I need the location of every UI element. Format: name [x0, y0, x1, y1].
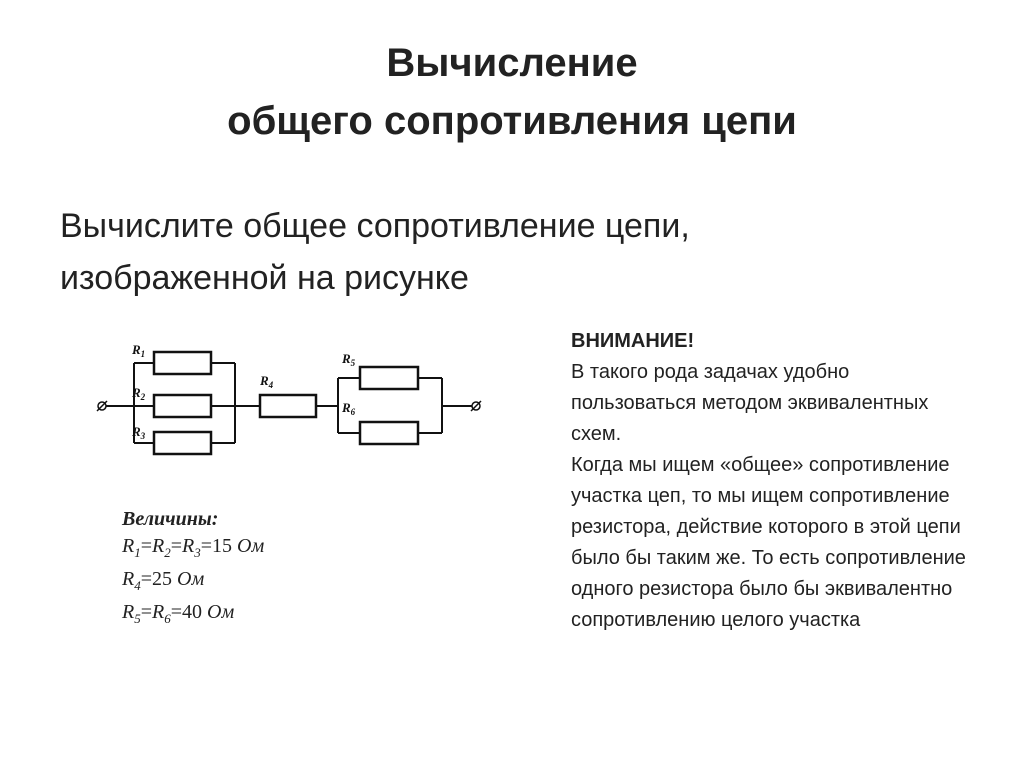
note-paragraph-2: Когда мы ищем «общее» сопротивление участка цеп, то мы ищем сопротивление резистора, действие которого в этой цепи было бы таким же. То есть сопротивление одного резистора было бы эквивалентно сопротивлению целого участка [571, 454, 966, 631]
page-title [0, 34, 1024, 150]
values-heading: Величины: [122, 508, 219, 530]
resistor-r3 [154, 432, 211, 454]
label-r4: $R_4$ [260, 373, 274, 390]
task-text [60, 200, 960, 304]
label-r6: $R_6$ [342, 400, 356, 417]
values-line-3: $R_5=R_6=40$ Ом [122, 601, 235, 626]
values-line-1: $R_1=R_2=R_3=15$ Ом [122, 535, 265, 560]
input-terminal [97, 401, 107, 411]
label-r5: $R_5$ [342, 351, 356, 368]
title-line-2: общего сопротивления цепи [227, 99, 797, 143]
resistor-r2 [154, 395, 211, 417]
note-heading: ВНИМАНИЕ! [571, 330, 695, 352]
label-r2: $R_2$ [132, 385, 146, 402]
resistor-r1 [154, 352, 211, 374]
title-line-1: Вычисление [386, 41, 638, 85]
output-terminal [471, 401, 481, 411]
task-line-1: Вычислите общее сопротивление цепи, [60, 207, 690, 245]
label-r3: $R_3$ [132, 424, 146, 441]
resistor-r4 [260, 395, 316, 417]
resistor-r5 [360, 367, 418, 389]
values-line-2: $R_4=25$ Ом [122, 568, 205, 593]
note-paragraph-1: В такого рода задачах удобно пользоваться методом эквивалентных схем. [571, 361, 929, 445]
attention-note [571, 326, 971, 636]
task-line-2: изображенной на рисунке [60, 259, 469, 297]
values-block [122, 506, 264, 632]
resistor-r6 [360, 422, 418, 444]
label-r1: $R_1$ [132, 342, 146, 359]
circuit-diagram [90, 338, 490, 468]
